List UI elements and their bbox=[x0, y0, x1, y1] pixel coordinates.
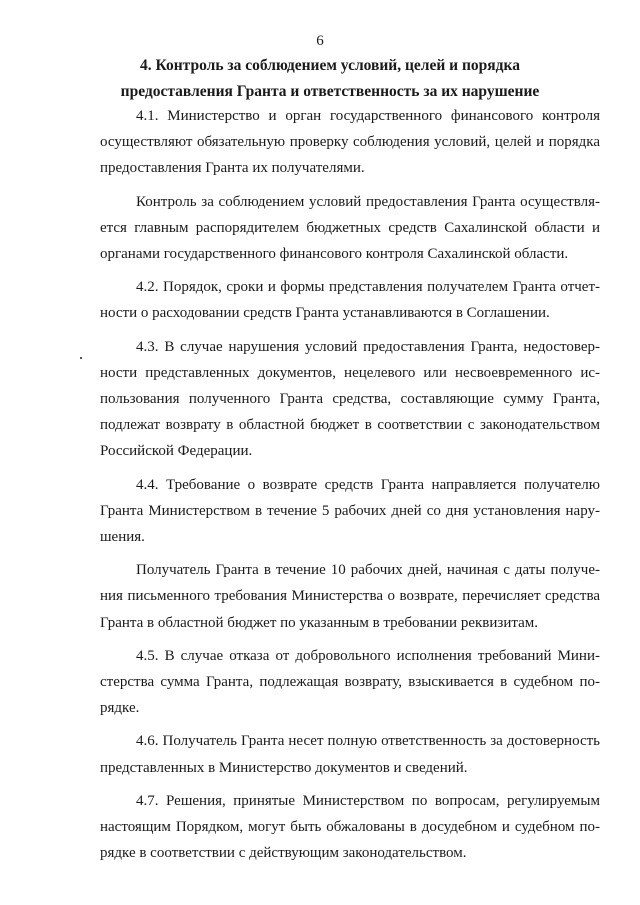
text-line: Гранта Министерством в течение 5 рабочих дней со дня установления нару- bbox=[100, 502, 600, 519]
section-heading bbox=[100, 53, 560, 105]
text-line: 4.1. Министерство и орган государственного финансового контроля bbox=[136, 108, 600, 124]
text-line: Гранта в областной бюджет по указанным в требовании реквизитам. bbox=[100, 614, 538, 631]
text-line: представленных в Министерство документов и сведений. bbox=[100, 759, 468, 776]
text-line: Контроль за соблюдением условий предоставления Гранта осуществля- bbox=[136, 193, 600, 210]
document-body bbox=[100, 103, 600, 873]
text-line: 4.6. Получатель Гранта несет полную ответственность за достоверность bbox=[136, 733, 600, 750]
paragraph-recipient-return bbox=[100, 557, 600, 636]
text-line: 4.2. Порядок, сроки и формы представления получателем Гранта отчет- bbox=[136, 279, 600, 296]
paragraph-4-3 bbox=[100, 334, 600, 465]
text-line: предоставления Гранта их получателями. bbox=[100, 160, 365, 177]
paragraph-4-1 bbox=[100, 103, 600, 182]
text-line: 4.3. В случае нарушения условий предоставления Гранта, недостовер- bbox=[136, 338, 600, 355]
paragraph-4-7 bbox=[100, 788, 600, 867]
text-line: ности о расходовании средств Гранта устанавливаются в Соглашении. bbox=[100, 305, 550, 322]
text-line: ности представленных документов, нецелевого или несвоевременного ис- bbox=[100, 364, 600, 381]
text-line: 4.4. Требование о возврате средств Гранта направляется получателю bbox=[136, 476, 600, 493]
text-line: ния письменного требования Министерства о возврате, перечисляет средства bbox=[100, 588, 600, 605]
text-line: рядке в соответствии с действующим законодательством. bbox=[100, 845, 467, 862]
text-line: подлежат возврату в областной бюджет в соответствии с законодательством bbox=[100, 417, 600, 434]
paragraph-4-4 bbox=[100, 472, 600, 551]
scan-speck bbox=[80, 357, 82, 359]
paragraph-4-2 bbox=[100, 274, 600, 326]
paragraph-control bbox=[100, 189, 600, 268]
text-line: органами государственного финансового контроля Сахалинской области. bbox=[100, 246, 569, 263]
text-line: настоящим Порядком, могут быть обжалованы в досудебном и судебном по- bbox=[100, 819, 600, 836]
text-line: рядке. bbox=[100, 700, 140, 717]
text-line: шения. bbox=[100, 529, 145, 546]
text-line: ется главным распорядителем бюджетных средств Сахалинской области и bbox=[100, 219, 600, 236]
text-line: Российской Федерации. bbox=[100, 443, 253, 460]
heading-line: 4. Контроль за соблюдением условий, целей и порядка bbox=[140, 57, 520, 74]
heading-line: предоставления Гранта и ответственность за их нарушение bbox=[120, 83, 540, 100]
page-number: 6 bbox=[316, 33, 324, 49]
text-line: 4.5. В случае отказа от добровольного исполнения требований Мини- bbox=[136, 647, 600, 664]
text-line: осуществляют обязательную проверку соблюдения условий, целей и порядка bbox=[100, 134, 600, 151]
paragraph-4-6 bbox=[100, 728, 600, 780]
text-line: пользования полученного Гранта средства, составляющие сумму Гранта, bbox=[100, 391, 600, 408]
text-line: 4.7. Решения, принятые Министерством по вопросам, регулируемым bbox=[136, 792, 600, 809]
paragraph-4-5 bbox=[100, 643, 600, 722]
text-line: стерства сумма Гранта, подлежащая возврату, взыскивается в судебном по- bbox=[100, 674, 600, 691]
text-line: Получатель Гранта в течение 10 рабочих дней, начиная с даты получе- bbox=[136, 562, 600, 579]
